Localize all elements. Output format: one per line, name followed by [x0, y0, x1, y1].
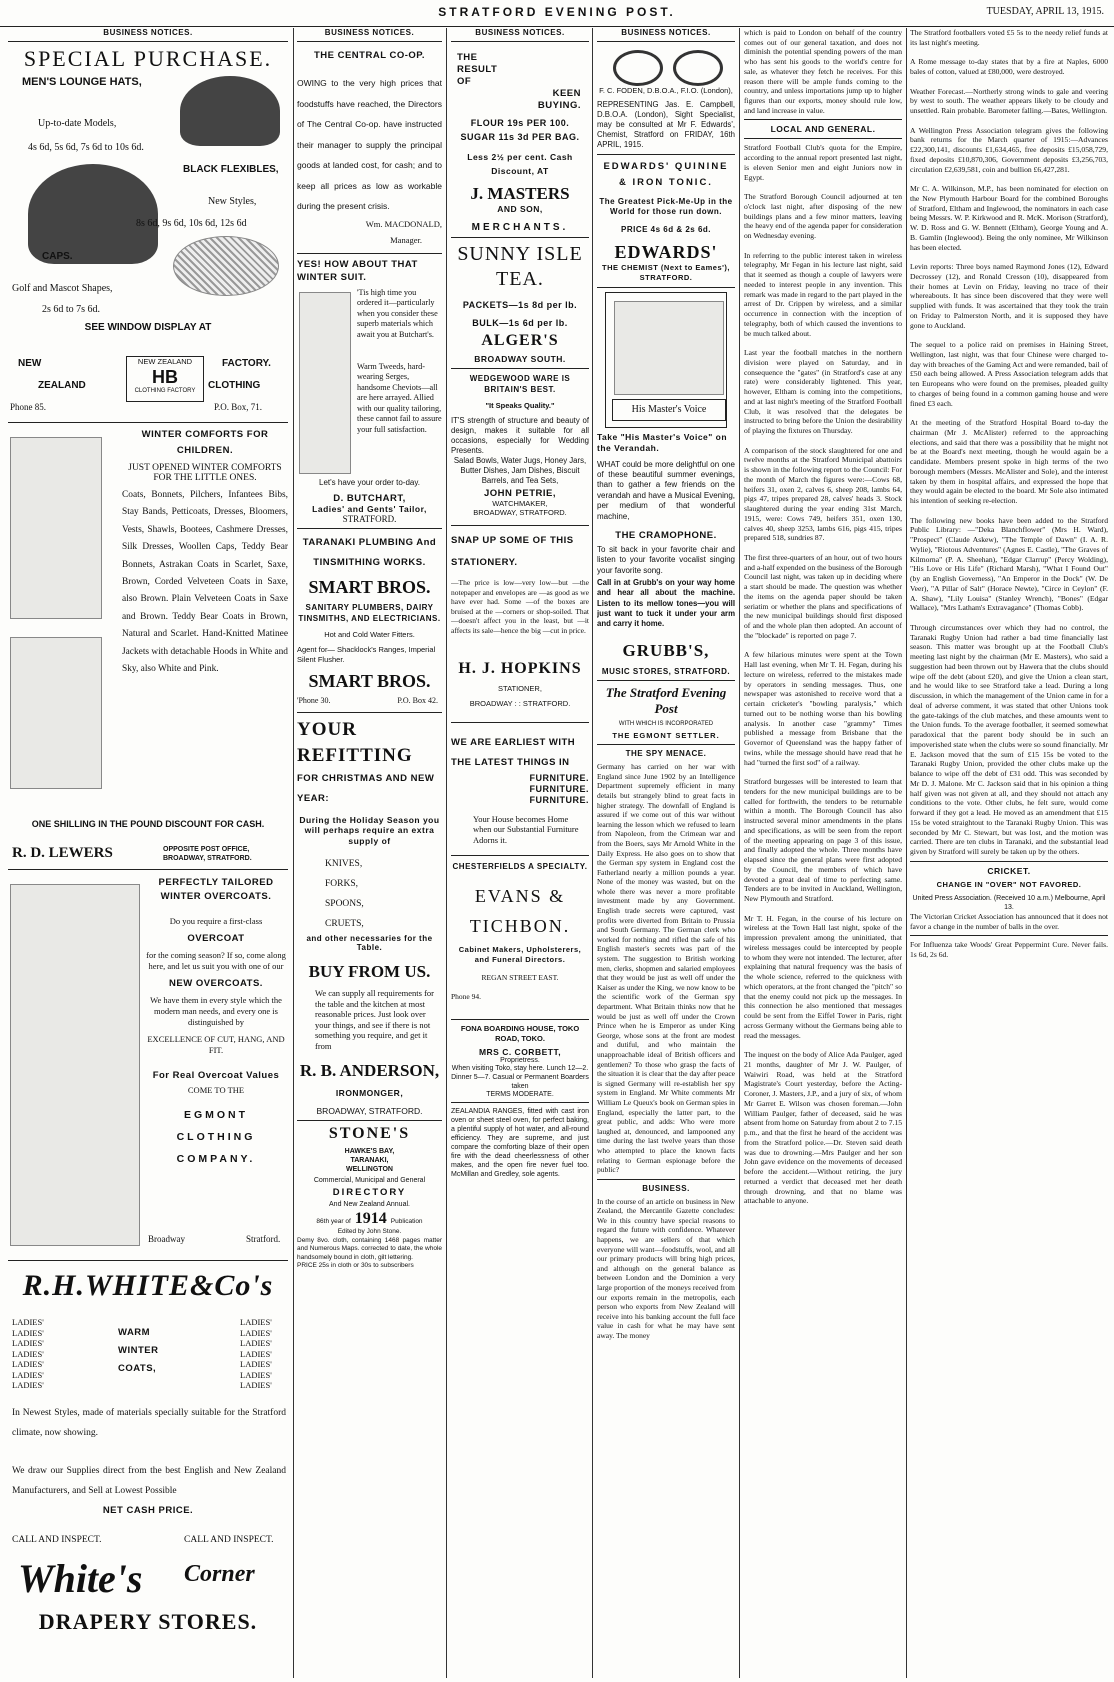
- column-rule: [739, 28, 740, 1678]
- coop-body: OWING to the very high prices that foodstuffs have reached, the Directors of The Central Co-op. have instructed their manager to supply the principal goods at landed cost, for cash; and to keep all prices as low as workable during the present crisis.: [297, 78, 442, 211]
- lounge-hats: MEN'S LOUNGE HATS,: [22, 76, 142, 88]
- real-values: For Real Overcoat Values: [152, 1070, 280, 1081]
- ladies: LADIES': [240, 1359, 272, 1369]
- year-post: Publication: [390, 1217, 423, 1225]
- hj-hopkins: H. J. HOPKINS: [458, 659, 582, 677]
- overcoat-text: [144, 876, 288, 1170]
- smart-bros-2: SMART BROS.: [308, 670, 431, 691]
- factory-label: FACTORY.: [222, 358, 271, 369]
- egmont-broadway: Broadway: [148, 1234, 185, 1244]
- new-overcoats: NEW OVERCOATS.: [169, 978, 263, 989]
- cutlery-list: [325, 854, 442, 934]
- pick-me-up: The Greatest Pick-Me-Up in the World for those run down.: [599, 196, 733, 216]
- wedgewood-body: IT'S strength of structure and beauty of design, makes it suitable for all occasions, especially for Wedding Presents.: [451, 416, 589, 455]
- ladies: LADIES': [12, 1348, 44, 1359]
- fona-boarding: FONA BOARDING HOUSE, TOKO ROAD, TOKO.: [460, 1024, 580, 1043]
- proprietress: Proprietress.: [500, 1057, 540, 1065]
- supplies-text: We draw our Supplies direct from the best English and New Zealand Manufacturers, and Sell at Lowest Possible: [12, 1466, 286, 1496]
- spy-menace-heading: THE SPY MENACE.: [625, 749, 707, 759]
- merchants: MERCHANTS.: [471, 222, 569, 233]
- come-to-the: COME TO THE: [187, 1085, 245, 1095]
- cutlery-item: SPOONS,: [325, 899, 364, 909]
- keen-buying: [451, 46, 589, 110]
- ladies: LADIES': [12, 1327, 44, 1338]
- column-1: [8, 28, 288, 1678]
- macdonald: Wm. MACDONALD,: [365, 218, 442, 229]
- cricket-body: The Victorian Cricket Association has announced that it does not favor a change in the number of balls in the over.: [910, 911, 1108, 931]
- egmont-settler: THE EGMONT SETTLER.: [612, 731, 720, 741]
- wedgewood-heading: WEDGEWOOD WARE IS BRITAIN'S BEST.: [469, 374, 571, 394]
- ladies: LADIES': [12, 1359, 44, 1369]
- business-notices-header: BUSINESS NOTICES.: [103, 28, 193, 37]
- hawkes-bay: HAWKE'S BAY, TARANAKI, WELLINGTON: [344, 1147, 395, 1173]
- hb-logo: [126, 356, 204, 402]
- cash-discount: ONE SHILLING IN THE POUND DISCOUNT FOR CASH.: [31, 819, 265, 829]
- golf-shapes: Golf and Mascot Shapes,: [12, 283, 113, 294]
- foden-body: REPRESENTING Jas. E. Campbell, D.B.O.A. (London), Sight Specialist, may be consulted at Mr F. Edwards', Chemist, Stratford on FRIDAY, 16th APRIL, 1915.: [597, 99, 735, 149]
- phone-85: Phone 85.: [10, 402, 46, 412]
- stationery-body: —The price is low—very low—but —the notepaper and envelopes are —as good as we have ever had. Some —of the boxes are bruised at the —corners or shop-soiled. That —doesn't affect you in the least, but —it affects its sale—hence the big —cut in price.: [451, 578, 589, 635]
- the-result-of: THE RESULT OF: [457, 52, 498, 87]
- pobox-71: P.O. Box, 71.: [214, 402, 263, 412]
- evans-tichbon: EVANS & TICHBON.: [469, 886, 571, 937]
- local-general-heading: LOCAL AND GENERAL.: [770, 124, 876, 135]
- overcoat-label: OVERCOAT: [187, 933, 245, 944]
- hb-mark: HB: [152, 366, 178, 387]
- cutlery-item: FORKS,: [325, 879, 358, 889]
- ladies: LADIES': [240, 1380, 272, 1390]
- music-stores: MUSIC STORES, STRATFORD.: [601, 667, 731, 677]
- coats: COATS,: [118, 1363, 157, 1374]
- cricket-subheading: CHANGE IN "OVER" NOT FAVORED.: [936, 879, 1082, 889]
- furniture: FURNITURE. FURNITURE. FURNITURE.: [529, 772, 589, 805]
- corner-logo: Corner: [184, 1561, 255, 1587]
- algers: ALGER'S: [481, 332, 559, 349]
- phone-94: Phone 94.: [451, 992, 481, 1002]
- business-continued: which is paid to London on behalf of the country comes out of our general taxation, and does not diminish the potential spending powers of the man who has sent his goods to the world's centre for sale, as whatever they fetch he receives. For this reason there will be ample funds coming to the country, and unless importations jump up to higher figures than our exports, money should rule low, and land increase in value.: [744, 28, 902, 115]
- cabinet-makers: Cabinet Makers, Upholsterers, and Funeral Directors.: [458, 945, 582, 965]
- zealandia-ranges: ZEALANDIA RANGES, fitted with cast iron oven or sheet steel oven, for perfect baking, a plentiful supply of hot water, and all-round efficiency. They are supreme, and just compare the comforting blaze of their open fire with the dead cheerlessness of other makes, and the open fire never fuel too. McMillan and Gredley, sole agents.: [451, 1108, 589, 1179]
- lens-right-icon: [673, 50, 723, 86]
- foden: F. C. FODEN, D.B.O.A., F.I.O. (London),: [599, 86, 733, 95]
- net-cash-price: NET CASH PRICE.: [102, 1505, 194, 1516]
- mrs-corbett: MRS C. CORBETT,: [478, 1047, 562, 1058]
- tailor: Ladies' and Gents' Tailor,: [312, 503, 427, 514]
- and-son: AND SON,: [497, 204, 543, 214]
- taranaki-plumbing: TARANAKI PLUMBING And TINSMITHING WORKS.: [302, 536, 437, 568]
- nz-clothing-factory: [8, 356, 288, 418]
- ironmonger: IRONMONGER,: [335, 1087, 404, 1098]
- cash-discount-note: Less 2½ per cent. Cash Discount, AT: [467, 152, 573, 176]
- issue-date: TUESDAY, APRIL 13, 1915.: [986, 6, 1104, 17]
- christmas: FOR CHRISTMAS AND NEW YEAR:: [297, 772, 435, 804]
- winter-heading: WINTER COMFORTS FOR CHILDREN.: [141, 429, 269, 456]
- whites-logo: White's: [18, 1556, 143, 1601]
- sanitary-plumbers: SANITARY PLUMBERS, DAIRY TINSMITHS, AND ELECTRICIANS.: [298, 602, 441, 623]
- suit-body-2: Warm Tweeds, hard-wearing Serges, handsome Cheviots—all are here arrayed. Allied with our quality tailoring, these cannot fail to assure your full satisfaction.: [357, 361, 442, 434]
- stones-heading: STONE'S: [328, 1124, 411, 1142]
- lewers-address: OPPOSITE POST OFFICE, BROADWAY, STRATFORD.: [163, 846, 252, 862]
- commercial: Commercial, Municipal and General: [313, 1176, 426, 1184]
- sugar-price: SUGAR 11s 3d PER BAG.: [460, 132, 580, 142]
- butchart-stratford: STRATFORD.: [342, 513, 397, 524]
- black-flexibles: BLACK FLEXIBLES,: [183, 164, 279, 175]
- order-today: Let's have your order to-day.: [319, 477, 420, 487]
- overcoat-heading: PERFECTLY TAILORED WINTER OVERCOATS.: [158, 877, 274, 902]
- ladies: LADIES': [240, 1369, 272, 1380]
- window-display: SEE WINDOW DISPLAY AT: [84, 322, 212, 333]
- hat-illustration: [180, 76, 280, 146]
- business-heading: BUSINESS.: [642, 1183, 690, 1193]
- column-6: [910, 28, 1108, 1678]
- ladies: LADIES': [240, 1317, 272, 1327]
- ladies-left: [12, 1317, 44, 1391]
- column-rule: [293, 28, 294, 1678]
- clothing-label: CLOTHING: [208, 380, 261, 391]
- hmv-caption: His Master's Voice: [612, 399, 726, 421]
- overcoat-body: for the coming season? If so, come along here, and let us suit you with one of our: [146, 950, 286, 971]
- rb-anderson: R. B. ANDERSON,: [299, 1060, 440, 1080]
- business-body: In the course of an article on business in New Zealand, the Mercantile Gazette concludes: We in this country have special reasons to regard the future with confidence. Whatever happens, we are sellers of that which everyone will want—foodstuffs, wool, and all our primary products will bring high prices, and although on the general balance as between London and the Dominion a very large proportion of the moneys received from our exports remain in the metropolis, each person who exports from New Zealand will receive into his banking account the full face value in cash for what he may have sent away. The money: [597, 1196, 735, 1341]
- stratford-evening-post: The Stratford Evening Post: [605, 685, 727, 717]
- local-general-body: Stratford Football Club's quota for the Empire, according to the annual report presented last night, is eleven Senior men and eight Juniors now in Egypt. The Stratford Borough Council adjourned at ten o'clock last night, after disposing of the new buildings plans and a few minor matters, leaving the heavy end of the agenda paper for consideration on Wednesday evening. In referring to the public interest taken in wireless telegraphy, Mr Fegan in his lecture last night, said that it seemed as though a couple of lawyers were needed to interest people in any invention. This remark was made in regard to the part played in the arrest of Dr. Crippen by wireless, and a similar occurrence in connection with the inception of telegraphy, both of which caused the inventions to be much talked about. Last year the football matches in the northern division were played on Saturday, and in consequence the "gates" (in Stratford's case at any rate) were considerably lightened. This year, however, Eltham is coming into the competitions, and at last night's meeting of the Stratford Football Club, it was resolved that the delegates be instructed to bring before the Union the desirability of playing the fixtures on Thursday. A comparison of the stock slaughtered for one and twelve months at the Stratford Municipal abattoirs is shown in the following report to the Council: For the month of March the figures were:—Cows 68, heifers 31, oxen 2, calves 6, sheep 208, lambs 64, pigs 47, tripes prepared 28, calves' heads 3. Stock slaughtered during the year ending 31st March, 1915, were: Cows 749, heifers 351, oxen 130, calves 40, sheep 3253, lambs 616, pigs 415, tripes prepared 518, sundries 87. The first three-quarters of an hour, out of two hours and a-half expended on the business of the Borough Council last night, was taken up in deciding where a start should be made. The question was whether the items on the agenda paper should be taken seriatim or whether the plans and specifications of the new municipal buildings should first disposed of and the whole plan then adopted. An account of the "blockade" is reported on page 7. A few hilarious minutes were spent at the Town Hall last evening, when Mr T. H. Fegan, during his lecture on wireless, referred to the mistakes made by operators in sending messages. Thus, one newspaper was astonished to receive word that a certain cricketer's "bowling paralysis," which turned out to be nothing worse than his bowling analysis. In another case "grammy" Times published a message from Brisbane that the Governor of Queensland was the happy father of twins, while the message should have read that he had "turned the first sod" of a railway. Stratford burgesses will be interested to learn that tenders for the new municipal buildings are to be called for forthwith, the tenders to be returnable within a month. The Borough Council has also instructed several minor amendments in the plans and specifications, as will be seen from the report of the meeting appearing on page 3 of this issue, and finally adopted the whole. Three months have elapsed since the general plans were first adopted by the Council, the members of which have devoted a great deal of time to perfecting same. Tenders are to be invited in Auckland, Wellington, New Plymouth and Stratford. Mr T. H. Fegan, in the course of his lecture on wireless at the Town Hall last night, spoke of the impression prevalent among the uninitiated, that wireless messages could be intercepted by people to whom they were not intended. The lecturer, after explaining that natural frequency was the basis of the whole science, referred to the quickness with which operators, at the front changed the "pitch" so that the enemy could not pick up the messages. In this connection he also mentioned that messages could be sent from the Eiffel Tower in Paris, right across Germany without the Germans being able to read the messages. The inquest on the body of Alice Ada Paulger, aged 21 months, daughter of Mr J. W. Paulger, of Waiwiri Road, was held at the Stratford Magistrate's Court yesterday, before the Acting-Coroner, J. Masters, J.P., and a jury of six, of whom Mr Garret E. Wilson was chosen foreman.—John William Paulger, father of deceased, said he was absent from home on Saturday from about 2 to 7.15 p.m., and that the first he heard of the accident was from the Stratford police.—Dr. Steven said death was due to drowning.—Mrs Paulger and her son John gave evidence on the movements of deceased before the accident.—Without retiring, the jury returned a verdict that deceased met her death through drowning, and that no blame was attachable to anyone.: [744, 143, 902, 1206]
- excellence: EXCELLENCE OF CUT, HANG, AND FIT.: [147, 1034, 285, 1055]
- keen-buying-label: KEEN BUYING.: [537, 88, 581, 111]
- masthead: [0, 0, 1114, 27]
- child-illustration: [10, 437, 102, 619]
- gramophone-dog-icon: [614, 301, 724, 395]
- speaks-quality: "It Speaks Quality.": [485, 401, 555, 410]
- column-rule: [592, 28, 593, 1678]
- hopkins-address: BROADWAY : : STRATFORD.: [469, 698, 571, 708]
- furniture-body: Your House becomes Home when our Substantial Furniture Adorns it.: [473, 813, 579, 845]
- child-coat-illustration: [10, 637, 102, 789]
- column-rule: [446, 28, 447, 1678]
- white-co-advert: [8, 1265, 288, 1653]
- winter: WINTER: [118, 1345, 159, 1356]
- newspaper-title: STRATFORD EVENING POST.: [438, 5, 676, 19]
- call-inspect-2: CALL AND INSPECT.: [184, 1535, 274, 1545]
- business-notices-header: BUSINESS NOTICES.: [621, 28, 711, 37]
- overcoat-advert: [8, 874, 288, 1256]
- buy-from-us: BUY FROM US.: [308, 962, 431, 981]
- column-3: [451, 28, 589, 1678]
- petrie-address: BROADWAY, STRATFORD.: [473, 508, 567, 517]
- column-2: [297, 28, 442, 1678]
- broadway-south: BROADWAY SOUTH.: [474, 354, 566, 364]
- take-hmv: Take "His Master's Voice" on the Verandah.: [597, 431, 728, 453]
- ladies: LADIES': [12, 1380, 44, 1390]
- bowler-hat-illustration: [28, 164, 158, 264]
- cramophone-body: To sit back in your favorite chair and listen to your favorite vocalist singing your favorite song.: [597, 544, 735, 575]
- water-fitters: Hot and Cold Water Fitters.: [324, 629, 415, 639]
- j-masters: J. MASTERS: [470, 184, 570, 203]
- year-pre: 86th year of: [316, 1217, 351, 1225]
- suit-body: 'Tis high time you ordered it—particularly when you consider these superb materials which await you at Butchart's.: [357, 287, 438, 339]
- united-press: United Press Association. (Received 10 a.m.) Melbourne, April 13.: [912, 894, 1106, 911]
- ladies: LADIES': [240, 1327, 272, 1338]
- hb-bottom: CLOTHING FACTORY: [134, 387, 196, 394]
- white-co-logo: R.H.WHITE&Co's: [22, 1269, 274, 1302]
- lewers-sig: [8, 845, 288, 865]
- newest-styles: In Newest Styles, made of materials specially suitable for the Stratford climate, now showing.: [12, 1408, 286, 1438]
- ladies: LADIES': [12, 1338, 44, 1348]
- regan-street: REGAN STREET EAST.: [481, 973, 559, 983]
- overcoat-body-2: We have them in every style which the modern man needs, and every one is distinguished by: [150, 995, 282, 1027]
- flour-price: FLOUR 19s PER 100.: [470, 118, 570, 128]
- ladies: LADIES': [240, 1348, 272, 1359]
- ladies: LADIES': [12, 1317, 44, 1327]
- chesterfields: CHESTERFIELDS A SPECIALTY.: [452, 862, 588, 872]
- spectacles-illustration: [597, 46, 735, 86]
- wedgewood-list: Salad Bowls, Water Jugs, Honey Jars, Butter Dishes, Jam Dishes, Biscuit Barrels, and Tea Sets,: [453, 456, 587, 485]
- tonic-price: PRICE 4s 6d & 2s 6d.: [620, 224, 712, 234]
- lewers-name: R. D. LEWERS: [12, 845, 113, 861]
- incorporated: WITH WHICH IS INCORPORATED: [618, 721, 714, 728]
- hb-top: NEW ZEALAND: [137, 357, 193, 366]
- golf-price: 2s 6d to 7s 6d.: [42, 304, 101, 315]
- lens-left-icon: [613, 50, 663, 86]
- man-overcoat-illustration: [10, 884, 140, 1246]
- stones-price: PRICE 25s in cloth or 30s to subscribers: [297, 1262, 414, 1270]
- holiday-season: During the Holiday Season you will perhaps require an extra supply of: [299, 814, 440, 846]
- packets-price: PACKETS—1s 8d per lb.: [462, 300, 578, 310]
- suited-man-illustration: [299, 292, 351, 474]
- toko-visit: When visiting Toko, stay here. Lunch 12—2. Dinner 5—7. Casual or Permanent Boarders taken: [451, 1065, 589, 1091]
- pobox-42: P.O. Box 42.: [397, 695, 438, 705]
- directory: DIRECTORY: [332, 1186, 407, 1198]
- year-1914: 1914: [354, 1209, 387, 1227]
- new-label: NEW: [18, 358, 42, 369]
- what-delightful: WHAT could be more delightful on one of these beautiful summer evenings, than to gather a few friends on the verandah and have a Musical Evening, per medium of that wonderful machine,: [597, 459, 735, 521]
- phone-30: 'Phone 30.: [297, 695, 331, 705]
- anderson-address: BROADWAY, STRATFORD.: [316, 1105, 423, 1116]
- buy-body: We can supply all requirements for the table and the kitchen at most reasonable prices. Just look over your things, and see if there is not something you require, and get it from: [315, 988, 434, 1051]
- zealand-label: ZEALAND: [38, 380, 86, 391]
- flexible-prices: 8s 6d, 9s 6d, 10s 6d, 12s 6d: [136, 218, 247, 229]
- business-notices-header: BUSINESS NOTICES.: [475, 28, 565, 37]
- cutlery-item: CRUETS,: [325, 919, 364, 929]
- cap-illustration: [173, 236, 279, 296]
- column-5: [744, 28, 902, 1678]
- demy: Demy 8vo. cloth, containing 1468 pages matter and Numerous Maps. corrected to date, the whole handsomely bound in cloth, gilt lettering.: [297, 1236, 442, 1261]
- news-items: The Stratford footballers voted £5 5s to the needy relief funds at its last night's meeting. A Rome message to-day states that by a fire at Naples, 6000 bales of cotton, valued at £80,000, were destroyed. Weather Forecast.—Northerly strong winds to gale and veering by west to south. The weather appears likely to be cloudy and unsettled. Rain probable. Barometer falling.—Bates, Wellington. A Wellington Press Association telegram gives the following bank returns for the March quarter of 1915:—Advances £22,300,141, discounts £1,634,465, free deposits £15,058,729, fixed deposits £10,870,306, Government deposits £3,256,703, circulation £2,639,581, coin and bullion £6,427,281. Mr C. A. Wilkinson, M.P., has been nominated for election on the New Plymouth Harbour Board for the combined Boroughs of Stratford, Eltham and Inglewood, the nominators in each case being Messrs. W. P. Kirkwood and R. McK. Morison (Stratford), W. D. Ross and G. W. Bennett (Eltham), George Young and A. B. Gamlin (Inglewood). Being the only nominee, Mr Wilkinson has been elected. Levin reports: Three boys named Raymond Jones (12), Edward Decrossey (12), and Ronald Cresson (10), disappeared from their homes at Levin on Friday, leaving no trace of their whereabouts. It has since been discovered that they were well supplied with funds. It was ascertained that they took the train on Friday to Palmerston North, and it is supposed they have gone to Auckland. The sequel to a police raid on premises in Haining Street, Wellington, last night, was that four Chinese were charged to-day with breaches of the Gaming Act and were remanded, bail of £50 each being allowed. A Press Association telegram adds that ten Europeans who were found on the premises, pleaded guilty to charges of being found in a common gaming house and were fined £3 each. At the meeting of the Stratford Hospital Board to-day the chairman (Mr J. McAlister) referred to the approaching elections, and said that there was a possibility that he might not be at the Board's next meeting, though he would again be a candidate. Members present spoke in high terms of the two borough members (Messrs. McAlister and Sole), and the interest taken by them in hospital affairs, and expressed the hope that they would again be elected to the board. Mr Sole also intimated his intention of seeking re-election. The following new books have been added to the Stratford Public Library: —"Deka Blanchflower" (Mrs H. Ward), "Prospect" (Claude Askew), "The Temple of Dawn" (I. A. R. Wylie), "Riotous Adventures" (Agnes E. Castle), "The Graves of Kilmorna" (P. A. Sheehan), "Edgar Clarrup" (Percy Wolding), "His Love or His Life" (Richard Marsh), "What I Found Out" (by an English Governess), "An Emperor in the Dock" (W. De Veer), "A Pillar of Salt" (Horace Newte), "Circe in Ceylon" (F. A. Shaw), "Lily Louisa" (Stanley Wrench), "Bones" (Edgar Wallace), "Mrs Latham's Extravagance" (Thomas Cobb). Through circumstances over which they had no control, the Taranaki Rugby Union had rather a bad time financially last season. This matter was brought up at the Football Club's meeting last night by the chairman (Mr E. Masters), who said a suggestion had been thrown out by Hawera that the clubs should wipe off the debt (about £20), and give the Union a clean start, and he would like to see Stratford take a lead. During a long discussion, in which the management of the Union came in for a deal of adverse comment, it was stated that other Unions took the gate-takings of the club matches, and these amounts went to the Union funds. To the average footballer, it seemed somewhat paradoxical that the parent body should be in such an impoverished state when the clubs were so sound financially. Mr E. Jackson moved that the sum of £15 15s be voted to the Taranaki Rugby Union, provided the other clubs make up the balance to wipe off the debt of £31 odd. This was seconded by Mr D. J. Malone. Mr C. Jackson said that in his opinion a thing half given was not given at all, and they should not attach any conditions to the vote. Other clubs, he felt sure, would come forward if they got a lead. He moved as an amendment that £15 15s be voted straightout to the Taranaki Rugby Union. This was seconded by Mr C. Stewart, but was lost, and the motion was carried. There are ten clubs in Taranaki, and the substantial lead given by Stratford will surely be taken up by the others.: [910, 28, 1108, 856]
- upto-date: Up-to-date Models,: [38, 118, 117, 129]
- snap-up-stationery: SNAP UP SOME OF THIS STATIONERY.: [451, 535, 574, 568]
- nz-annual: And New Zealand Annual.: [329, 1200, 410, 1208]
- winter-text: [122, 427, 288, 678]
- butchart: D. BUTCHART,: [333, 492, 406, 504]
- watchmaker: WATCHMAKER,: [492, 499, 548, 508]
- year-line: [297, 1210, 442, 1228]
- central-coop-heading: THE CENTRAL CO-OP.: [313, 50, 426, 61]
- winter-body: Coats, Bonnets, Pilchers, Infantees Bibs, Stay Bands, Petticoats, Dresses, Bloomers, Vests, Shawls, Bootees, Cashmere Dresses, Silk Dresses, Woollen Caps, Teddy Bear Bonnets, Astrakan Coats in Scarlet, Saxe, Brown, Corded Velveteen Coats in Saxe, also Brown. Plain Velveteen Coats in Saxe and Brown. Teddy Bear Coats in Brown, Natural and Scarlet. Hand-Knitted Matinee Jackets with detachable Hoods in White and Sky, also White and Pink.: [122, 490, 288, 675]
- call-at-grubbs: Call in at Grubb's on your way home and hear all about the machine. Listen to its mellow tones—you will just want to tuck it under your arm and carry it home.: [597, 578, 735, 628]
- business-notices-header: BUSINESS NOTICES.: [324, 28, 415, 37]
- cramophone: THE CRAMOPHONE.: [615, 529, 717, 541]
- winter-comforts-advert: [8, 427, 288, 845]
- new-styles: New Styles,: [208, 196, 257, 207]
- spy-menace-body: Germany has carried on her war with England since June 1902 by an Intelligence Department supremely efficient in many details but strangely blind to great facts in higher strategy. The downfall of England is assured if we come out of this war without learning the lesson which we refused to learn from Napoleon, from the Crimean war and from the Boers, says Mr Arnold White in the Daily Express. He also goes on to show that the German spy system in England cost the Fatherland nearly a million pounds a year. None of the money was wasted, but on the whole there was never a more profitable investment made by any Government. English trade secrets were captured, vast profits were diverted from Britain to Prussia and South Germany. The German clerk who worked for nothing and rifled the safe of his English master's secrets was part of the system. The suggestion to British working men, clerks, shopmen and salaried employees that they would be just as well off under the Kaiser as under the King, we now know to be the scientific work of the German spy department. What Britain thinks now that he would be just as well off under the Crown Prince when he is Emperor as under King George, whose sons at the front are modest and dutiful, and who maintain the unapproachable ideal of British officers and gentlemen? To those who grasp the facts of the situation it is clear that the day after peace is signed Germany will re-establish her spy system in England. Mr White comments Mr William Le Queux's book on German spies in England, especially the latter part, to the great public, and adds: Who were more laughed at, denounced, and lampooned any time during the last twelve years than those who attempted to place the known facts relating to German espionage before the public?: [597, 762, 735, 1175]
- bulk-price: BULK—1s 6d per lb.: [472, 318, 568, 328]
- ladies: LADIES': [12, 1369, 44, 1380]
- warm: WARM: [118, 1327, 151, 1338]
- lounge-prices: 4s 6d, 5s 6d, 7s 6d to 10s 6d.: [28, 142, 144, 153]
- his-masters-voice-illustration: [605, 292, 727, 428]
- edited-by: Edited by John Stone.: [337, 1227, 402, 1235]
- grubbs: GRUBB'S,: [622, 641, 710, 661]
- smart-contact: [297, 692, 442, 708]
- egmont-clothing: EGMONT CLOTHING COMPANY.: [176, 1109, 256, 1165]
- smart-bros: SMART BROS.: [308, 576, 431, 597]
- caps-label: CAPS.: [42, 251, 73, 262]
- cutlery-item: KNIVES,: [325, 859, 363, 869]
- cricket-heading: CRICKET.: [987, 865, 1031, 876]
- quinine-tonic: EDWARDS' QUININE & IRON TONIC.: [603, 160, 729, 188]
- earliest-latest: WE ARE EARLIEST WITH THE LATEST THINGS IN: [451, 736, 576, 768]
- terms-moderate: TERMS MODERATE.: [486, 1091, 554, 1099]
- hat-advert: [8, 46, 288, 356]
- agent-for: Agent for— Shacklock's Ranges, Imperial Silent Flusher.: [297, 644, 436, 664]
- manager: Manager.: [390, 234, 422, 245]
- suit-advert: [297, 288, 442, 478]
- column-rule: [906, 28, 907, 1678]
- winter-suit-heading: YES! HOW ABOUT THAT WINTER SUIT.: [297, 258, 418, 283]
- your-refitting: YOUR REFITTING: [297, 718, 413, 766]
- ladies: LADIES': [240, 1338, 272, 1348]
- overcoat-question: Do you require a first-class: [169, 916, 263, 926]
- egmont-stratford: Stratford.: [246, 1234, 281, 1244]
- winter-sub: JUST OPENED WINTER COMFORTS FOR THE LITTLE ONES.: [128, 463, 282, 483]
- drapery-stores: DRAPERY STORES.: [38, 1609, 258, 1634]
- stationer: STATIONER,: [498, 683, 542, 693]
- column-4: [597, 28, 735, 1678]
- influenza-cure: For Influenza take Woods' Great Peppermint Cure. Never fails. 1s 6d, 2s 6d.: [910, 940, 1108, 959]
- special-purchase-heading: SPECIAL PURCHASE.: [23, 46, 273, 71]
- ladies-right: [240, 1317, 272, 1391]
- other-necessaries: and other necessaries for the Table.: [306, 934, 433, 952]
- sunny-isle-tea: SUNNY ISLE TEA.: [457, 243, 583, 290]
- john-petrie: JOHN PETRIE,: [484, 488, 556, 499]
- call-inspect-1: CALL AND INSPECT.: [12, 1535, 102, 1545]
- chemist-address: THE CHEMIST (Next to Eames'), STRATFORD.: [602, 262, 730, 282]
- edwards-chemist: EDWARDS': [614, 241, 718, 262]
